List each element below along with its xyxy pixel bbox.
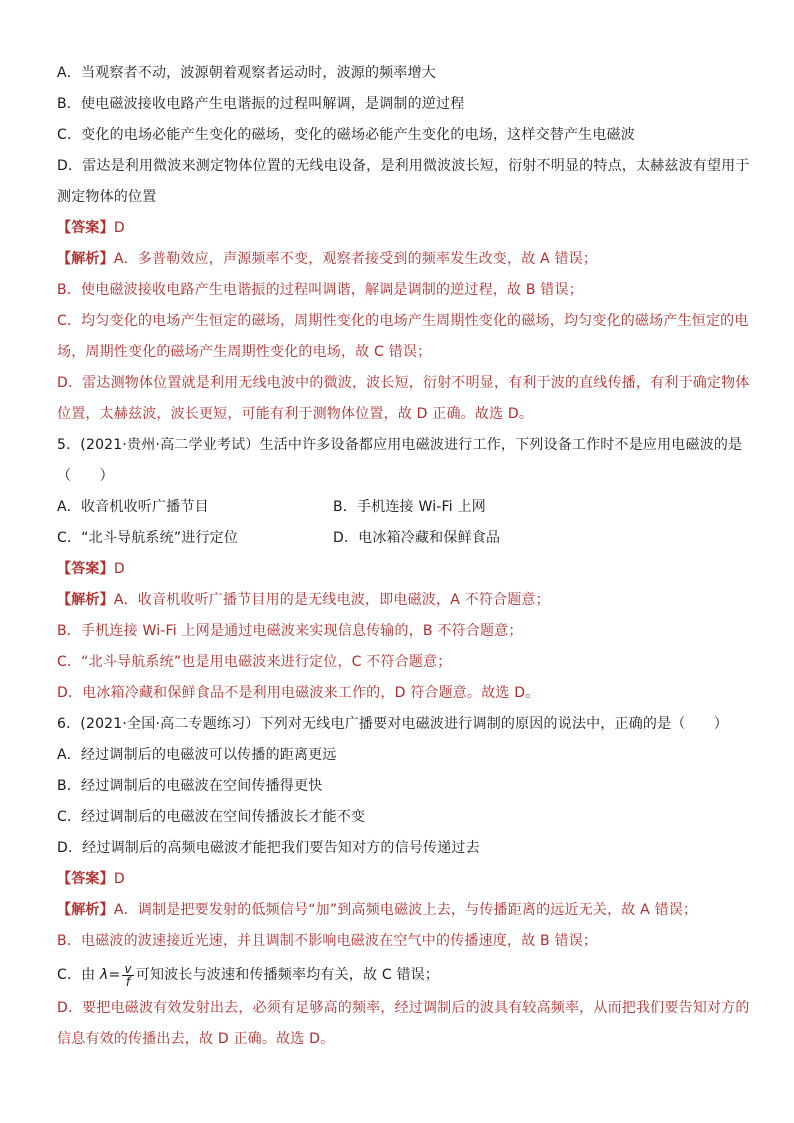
q5-option-b: B．手机连接 Wi-Fi 上网	[333, 499, 486, 515]
formula-fraction	[122, 963, 133, 988]
q6-option-b: B．经过调制后的电磁波在空间传播得更快	[57, 778, 323, 794]
q4-option-d-cont: 测定物体的位置	[57, 189, 157, 205]
answer-value: D	[113, 220, 125, 236]
q6-analysis-c	[57, 957, 746, 993]
q4-analysis-c-cont: 场，周期性变化的磁场产生周期性变化的电场，故 C 错误；	[57, 344, 432, 360]
analysis-text: A．多普勒效应，声源频率不变，观察者接受到的频率发生改变，故 A 错误；	[113, 251, 598, 267]
analysis-tag: 【解析】	[57, 592, 114, 608]
formula-numerator: v	[124, 961, 132, 976]
q6-stem: 6．(2021·全国·高二专题练习）下列对无线电广播要对电磁波进行调制的原因的说法中，正确的是（ ）	[57, 716, 729, 732]
analysis-text: A．调制是把要发射的低频信号“加”到高频电磁波上去，与传播距离的远近无关，故 A 错误；	[113, 902, 698, 918]
answer-tag: 【答案】	[57, 871, 114, 887]
formula-equals: =	[108, 967, 121, 983]
q6-analysis-d-cont: 信息有效的传播出去，故 D 正确。故选 D。	[57, 1031, 335, 1047]
analysis-c-suffix: 可知波长与波速和传播频率均有关，故 C 错误；	[135, 967, 440, 983]
q5-option-c: C．“北斗导航系统”进行定位	[57, 530, 239, 546]
q6-option-c: C．经过调制后的电磁波在空间传播波长才能不变	[57, 809, 366, 825]
q5-options-row-1	[57, 492, 746, 523]
q4-analysis-d-cont: 位置，太赫兹波，波长更短，可能有利于测物体位置，故 D 正确。故选 D。	[57, 406, 534, 422]
answer-tag: 【答案】	[57, 220, 114, 236]
q6-analysis-b: B．电磁波的波速接近光速，并且调制不影响电磁波在空气中的传播速度，故 B 错误；	[57, 933, 598, 949]
analysis-text: A．收音机收听广播节目用的是无线电波，即电磁波，A 不符合题意；	[113, 592, 550, 608]
q5-analysis-d: D．电冰箱冷藏和保鲜食品不是利用电磁波来工作的，D 符合题意。故选 D。	[57, 685, 540, 701]
answer-value: D	[113, 561, 125, 577]
answer-value: D	[113, 871, 125, 887]
q4-option-c: C．变化的电场必能产生变化的磁场，变化的磁场必能产生变化的电场，这样交替产生电磁波	[57, 127, 635, 143]
q5-stem-bracket: （ ）	[57, 468, 114, 484]
q6-analysis-d: D．要把电磁波有效发射出去，必须有足够高的频率，经过调制后的波具有较高频率，从而把我们要告知对方的	[57, 1000, 750, 1016]
formula-lambda: λ	[100, 967, 109, 983]
q5-stem: 5．(2021·贵州·高二学业考试）生活中许多设备都应用电磁波进行工作，下列设备工作时不是应用电磁波的是	[57, 437, 743, 453]
q6-option-d: D．经过调制后的高频电磁波才能把我们要告知对方的信号传递过去	[57, 840, 480, 856]
q6-answer	[57, 864, 746, 895]
q5-option-a: A．收音机收听广播节目	[57, 499, 209, 515]
q4-answer	[57, 213, 746, 244]
q4-analysis-c: C．均匀变化的电场产生恒定的磁场，周期性变化的电场产生周期性变化的磁场，均匀变化的磁场产生恒定的电	[57, 313, 749, 329]
q4-analysis-b: B．使电磁波接收电路产生电谐振的过程叫调谐，解调是调制的逆过程，故 B 错误；	[57, 282, 583, 298]
q5-option-d: D．电冰箱冷藏和保鲜食品	[333, 530, 501, 546]
q6-option-a: A．经过调制后的电磁波可以传播的距离更远	[57, 747, 337, 763]
q5-analysis-a	[57, 585, 746, 616]
analysis-tag: 【解析】	[57, 902, 114, 918]
q4-option-b: B．使电磁波接收电路产生电谐振的过程叫解调，是调制的逆过程	[57, 96, 465, 112]
q4-option-d: D．雷达是利用微波来测定物体位置的无线电设备，是利用微波波长短，衍射不明显的特点，太赫兹波有望用于	[57, 158, 750, 174]
q4-analysis-d: D．雷达测物体位置就是利用无线电波中的微波，波长短，衍射不明显，有利于波的直线传播，有利于确定物体	[57, 375, 750, 391]
q5-options-row-2	[57, 523, 746, 554]
q6-analysis-a	[57, 895, 746, 926]
answer-tag: 【答案】	[57, 561, 114, 577]
formula-denominator: f	[125, 974, 131, 989]
analysis-tag: 【解析】	[57, 251, 114, 267]
q4-option-a: A．当观察者不动，波源朝着观察者运动时，波源的频率增大	[57, 65, 436, 81]
q5-analysis-c: C．“北斗导航系统”也是用电磁波来进行定位，C 不符合题意；	[57, 654, 452, 670]
q5-answer	[57, 554, 746, 585]
analysis-c-prefix: C．由	[57, 967, 96, 983]
q4-analysis-a	[57, 244, 746, 275]
q5-analysis-b: B．手机连接 Wi-Fi 上网是通过电磁波来实现信息传输的，B 不符合题意；	[57, 623, 523, 639]
